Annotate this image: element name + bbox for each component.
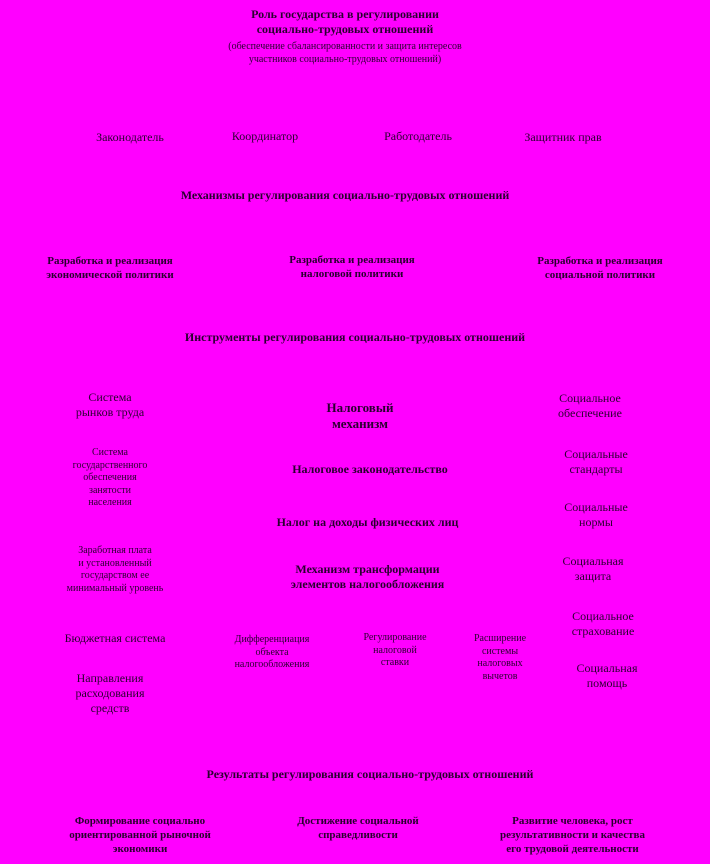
personal-income-tax: Налог на доходы физических лиц bbox=[276, 515, 459, 529]
instrument-budget-system: Бюджетная система bbox=[64, 631, 166, 645]
diagram-title: Роль государства в регулировании социально-трудовых отношений bbox=[251, 7, 439, 36]
role-coordinator: Координатор bbox=[231, 129, 299, 143]
role-legislator: Законодатель bbox=[96, 130, 164, 144]
instrument-employment-system: Система государственного обеспечения занятости населения bbox=[72, 447, 148, 508]
instrument-social-security: Социальное обеспечение bbox=[558, 391, 622, 420]
instrument-spending-directions: Направления расходования средств bbox=[75, 671, 145, 715]
tax-object-differentiation: Дифференциация объекта налогообложения bbox=[234, 634, 310, 670]
tax-mechanism: Налоговый механизм bbox=[326, 400, 394, 432]
taxation-transform-mechanism: Механизм трансформации элементов налогообложения bbox=[290, 562, 445, 591]
instrument-social-protection: Социальная защита bbox=[562, 554, 624, 583]
result-social-justice: Достижение социальной справедливости bbox=[297, 815, 419, 841]
role-employer: Работодатель bbox=[384, 129, 452, 143]
role-rights-defender: Защитник прав bbox=[524, 130, 602, 144]
tax-deductions-expansion: Расширение системы налоговых вычетов bbox=[473, 633, 527, 682]
mechanisms-heading: Механизмы регулирования социально-трудовых отношений bbox=[180, 188, 510, 202]
tax-rate-regulation: Регулирование налоговой ставки bbox=[363, 632, 427, 668]
instrument-wages: Заработная плата и установленный государством ее минимальный уровень bbox=[66, 545, 164, 594]
instrument-social-norms: Социальные нормы bbox=[564, 500, 628, 529]
mechanism-economic-policy: Разработка и реализация экономической политики bbox=[46, 255, 174, 281]
instrument-labor-markets: Система рынков труда bbox=[75, 390, 145, 419]
result-market-economy: Формирование социально ориентированной рыночной экономики bbox=[69, 815, 211, 855]
results-heading: Результаты регулирования социально-трудовых отношений bbox=[206, 767, 534, 781]
instrument-social-standards: Социальные стандарты bbox=[564, 447, 628, 476]
result-human-development: Развитие человека, рост результативности и качества его трудовой деятельности bbox=[500, 815, 645, 855]
tax-legislation: Налоговое законодательство bbox=[292, 462, 448, 476]
instruments-heading: Инструменты регулирования социально-трудовых отношений bbox=[184, 330, 526, 344]
instrument-social-insurance: Социальное страхование bbox=[571, 609, 635, 638]
diagram-subtitle: (обеспечение сбалансированности и защита интересов участников социально-трудовых отношений) bbox=[228, 41, 462, 65]
mechanism-tax-policy: Разработка и реализация налоговой политики bbox=[289, 254, 415, 280]
mechanism-social-policy: Разработка и реализация социальной политики bbox=[537, 255, 663, 281]
instrument-social-assistance: Социальная помощь bbox=[576, 661, 638, 690]
